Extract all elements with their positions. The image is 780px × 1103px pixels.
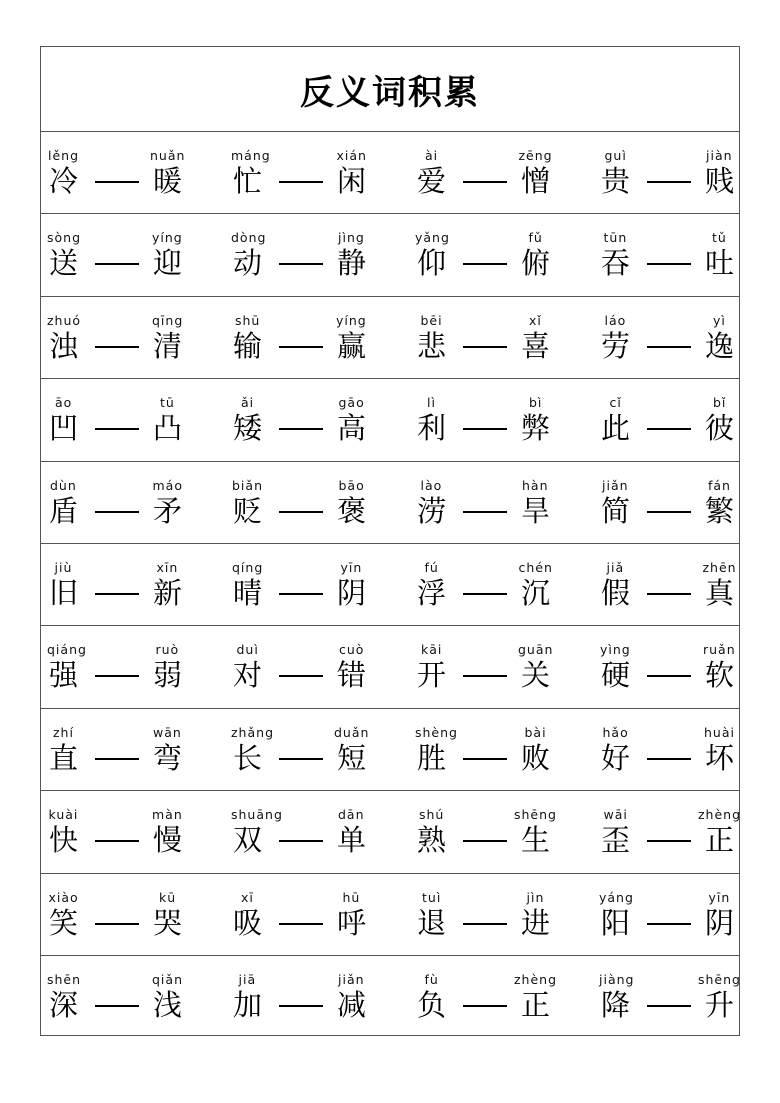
pinyin-left: zhuó [47,312,82,328]
dash-separator [647,511,691,513]
hanzi-right: 短 [337,740,367,775]
pinyin-right: jiǎn [338,971,365,987]
hanzi-left: 好 [601,740,631,775]
pinyin-right: zhèng [698,807,742,823]
pinyin-left: cǐ [609,395,622,411]
hanzi-left: 输 [233,328,263,363]
hanzi-left: 退 [417,905,447,940]
antonym-pair [599,379,780,460]
pinyin-right: qiǎn [152,971,183,987]
dash-separator [95,758,139,760]
pinyin-right: jìn [526,889,545,905]
antonym-pair [415,626,603,707]
pinyin-left: shuāng [231,807,283,823]
pinyin-left: āo [55,395,73,411]
hanzi-right: 闲 [337,164,367,198]
hanzi-right: 阴 [705,905,735,940]
pinyin-right: yíng [152,230,183,246]
pinyin-left: tuì [422,889,442,905]
hanzi-right: 坏 [705,740,735,775]
dash-separator [463,511,507,513]
pinyin-left: máng [231,148,271,163]
hanzi-right: 旱 [521,493,551,528]
dash-separator [647,263,691,265]
hanzi-left: 凹 [49,411,79,446]
hanzi-right: 弯 [153,740,183,775]
dash-separator [647,1005,691,1007]
antonym-row [41,874,739,956]
pinyin-right: máo [152,477,183,493]
hanzi-left: 晴 [233,575,263,610]
hanzi-right: 赢 [337,328,367,363]
pinyin-left: jiàng [599,971,635,987]
pinyin-right: yì [713,312,726,328]
hanzi-left: 加 [233,987,263,1022]
hanzi-left: 假 [601,575,631,610]
hanzi-right: 呼 [337,905,367,940]
antonym-pair [415,709,603,790]
dash-separator [279,675,323,677]
hanzi-right: 俯 [521,246,551,281]
antonym-row [41,297,739,379]
pinyin-left: ài [425,148,439,163]
hanzi-left: 对 [233,658,263,693]
pinyin-right: duǎn [334,724,370,740]
dash-separator [647,840,691,842]
pinyin-left: shèng [415,724,458,740]
antonym-row [41,709,739,791]
hanzi-left: 长 [233,740,263,775]
pinyin-right: yíng [336,312,367,328]
antonym-pair [47,214,235,295]
hanzi-left: 歪 [601,823,631,858]
hanzi-left: 负 [417,987,447,1022]
antonym-pair [47,626,235,707]
antonym-pair [599,132,780,213]
hanzi-left: 胜 [417,740,447,775]
dash-separator [279,511,323,513]
dash-separator [463,1005,507,1007]
hanzi-left: 此 [601,411,631,446]
antonym-row [41,791,742,873]
pinyin-right: wān [153,724,182,740]
hanzi-left: 冷 [49,164,79,198]
antonym-pair [231,544,419,625]
antonym-row [41,379,739,461]
hanzi-right: 高 [337,411,367,446]
antonym-row [41,956,739,1038]
hanzi-left: 深 [49,987,79,1022]
pinyin-left: xiào [48,889,79,905]
antonym-pair [47,379,235,460]
hanzi-left: 涝 [417,493,447,528]
hanzi-right: 哭 [153,905,183,940]
pinyin-left: dùn [50,477,77,493]
pinyin-left: tūn [603,230,628,246]
hanzi-right: 错 [337,658,367,693]
antonym-pair [231,956,419,1038]
dash-separator [279,263,323,265]
hanzi-right: 迎 [153,246,183,281]
hanzi-right: 软 [705,658,735,693]
hanzi-left: 浊 [49,328,79,363]
pinyin-left: bēi [420,312,443,328]
dash-separator [647,758,691,760]
pinyin-right: gāo [338,395,365,411]
hanzi-left: 双 [233,823,263,858]
dash-separator [95,511,139,513]
pinyin-left: kāi [421,642,443,658]
antonym-pair [47,462,235,543]
antonym-pair [231,874,419,955]
hanzi-left: 吸 [233,905,263,940]
pinyin-right: yīn [708,889,731,905]
pinyin-right: guān [518,642,554,658]
pinyin-right: dān [338,807,365,823]
antonym-pair [47,791,235,872]
dash-separator [279,923,323,925]
hanzi-left: 降 [601,987,631,1022]
pinyin-left: jiǎn [602,477,629,493]
hanzi-left: 阳 [601,905,631,940]
dash-separator [463,263,507,265]
pinyin-left: qiáng [47,642,87,658]
hanzi-left: 硬 [601,658,631,693]
hanzi-right: 贱 [705,164,735,198]
pinyin-right: tǔ [712,230,727,246]
antonym-pair [47,132,235,213]
hanzi-left: 快 [49,823,79,858]
antonym-pair [415,462,603,543]
pinyin-right: xīn [156,559,179,575]
hanzi-right: 减 [337,987,367,1022]
antonym-pair [415,379,603,460]
pinyin-right: shēng [698,971,741,987]
pinyin-left: zhǎng [231,724,275,740]
antonym-row [41,462,739,544]
antonym-pair [599,709,780,790]
antonym-pair [599,544,780,625]
pinyin-left: guì [604,148,627,163]
hanzi-right: 正 [521,987,551,1022]
antonym-pair [599,791,780,872]
dash-separator [95,428,139,430]
hanzi-right: 败 [521,740,551,775]
dash-separator [463,593,507,595]
hanzi-right: 单 [337,823,367,858]
antonym-pair [231,214,419,295]
dash-separator [463,675,507,677]
hanzi-left: 旧 [49,575,79,610]
dash-separator [647,181,691,183]
hanzi-right: 新 [153,575,183,610]
hanzi-right: 静 [337,246,367,281]
pinyin-right: màn [152,807,183,823]
pinyin-right: ruò [155,642,180,658]
dash-separator [647,675,691,677]
hanzi-right: 阴 [337,575,367,610]
pinyin-left: ǎi [241,395,255,411]
pinyin-right: kū [159,889,177,905]
pinyin-left: qíng [232,559,264,575]
pinyin-left: yǎng [415,230,450,246]
dash-separator [647,346,691,348]
antonym-pair [47,874,235,955]
antonym-pair [231,709,419,790]
pinyin-right: hū [342,889,361,905]
hanzi-right: 褒 [337,493,367,528]
antonym-row [41,214,739,296]
hanzi-right: 真 [705,575,735,610]
antonym-row [41,626,739,708]
hanzi-left: 贬 [233,493,263,528]
pinyin-left: hǎo [602,724,629,740]
antonym-worksheet [40,46,740,1036]
hanzi-left: 笑 [49,905,79,940]
pinyin-left: lì [427,395,436,411]
hanzi-left: 简 [601,493,631,528]
antonym-pair [47,956,235,1038]
pinyin-right: fán [708,477,731,493]
dash-separator [279,428,323,430]
hanzi-left: 悲 [417,328,447,363]
antonym-pair [231,626,419,707]
dash-separator [279,346,323,348]
hanzi-right: 繁 [705,493,735,528]
pinyin-right: yīn [340,559,363,575]
antonym-pair [231,132,419,213]
dash-separator [95,1005,139,1007]
dash-separator [279,840,323,842]
pinyin-right: hàn [522,477,549,493]
hanzi-left: 劳 [601,328,631,363]
dash-separator [95,593,139,595]
dash-separator [95,346,139,348]
dash-separator [279,181,323,183]
dash-separator [95,923,139,925]
pinyin-right: bāo [338,477,365,493]
dash-separator [647,428,691,430]
pinyin-left: duì [236,642,259,658]
dash-separator [95,181,139,183]
antonym-pair [599,956,780,1038]
pinyin-right: bì [529,395,543,411]
dash-separator [463,428,507,430]
hanzi-left: 浮 [417,575,447,610]
pinyin-left: lào [420,477,443,493]
antonym-pair [231,791,419,872]
pinyin-left: jiù [54,559,73,575]
hanzi-left: 送 [49,246,79,281]
antonym-pair [415,297,603,378]
pinyin-left: jiā [238,971,257,987]
hanzi-right: 慢 [153,823,183,858]
hanzi-right: 浅 [153,987,183,1022]
hanzi-left: 吞 [601,246,631,281]
antonym-row [41,132,739,214]
antonym-pair [415,544,603,625]
hanzi-left: 熟 [417,823,447,858]
pinyin-right: huài [704,724,735,740]
hanzi-right: 清 [153,328,183,363]
pinyin-right: cuò [339,642,365,658]
dash-separator [463,840,507,842]
pinyin-left: biǎn [232,477,263,493]
hanzi-right: 弊 [521,411,551,446]
pinyin-left: shū [235,312,261,328]
antonym-pair [599,626,780,707]
pinyin-left: yìng [600,642,631,658]
pinyin-right: jiàn [706,148,733,163]
pinyin-right: zhèng [514,971,558,987]
hanzi-left: 强 [49,658,79,693]
antonym-pair [415,791,603,872]
pinyin-right: xián [336,148,367,163]
pinyin-right: shēng [514,807,557,823]
pinyin-right: bǐ [713,395,727,411]
pinyin-left: sòng [47,230,82,246]
antonym-pair [415,214,603,295]
dash-separator [463,923,507,925]
hanzi-left: 动 [233,246,263,281]
hanzi-right: 沉 [521,575,551,610]
dash-separator [95,840,139,842]
pinyin-left: yáng [599,889,634,905]
antonym-pair [599,297,780,378]
dash-separator [463,181,507,183]
antonym-pair [415,874,603,955]
pinyin-left: dòng [231,230,267,246]
pinyin-left: fú [424,559,439,575]
dash-separator [279,758,323,760]
antonym-pair [231,379,419,460]
pinyin-left: shú [419,807,445,823]
pinyin-left: jiǎ [606,559,625,575]
hanzi-left: 贵 [601,164,631,198]
hanzi-right: 进 [521,905,551,940]
hanzi-right: 逸 [705,328,735,363]
hanzi-left: 开 [417,658,447,693]
pinyin-left: zhí [53,724,74,740]
antonym-pair [47,709,235,790]
pinyin-right: bài [524,724,547,740]
hanzi-right: 关 [521,658,551,693]
hanzi-left: 直 [49,740,79,775]
hanzi-left: 仰 [417,246,447,281]
antonym-row [41,544,739,626]
antonym-pair [231,297,419,378]
hanzi-left: 爱 [417,164,447,198]
dash-separator [95,675,139,677]
antonym-pair [47,297,235,378]
hanzi-left: 矮 [233,411,263,446]
hanzi-right: 凸 [153,411,183,446]
page-title: 反义词积累 [300,72,480,113]
dash-separator [463,758,507,760]
pinyin-left: xī [241,889,254,905]
antonym-pair [599,874,780,955]
pinyin-left: láo [604,312,627,328]
antonym-pair [415,956,603,1038]
hanzi-right: 正 [705,823,735,858]
hanzi-right: 矛 [153,493,183,528]
pinyin-left: lěng [48,148,80,163]
hanzi-right: 吐 [705,246,735,281]
dash-separator [647,593,691,595]
pinyin-left: wāi [603,807,628,823]
pinyin-right: qīng [152,312,184,328]
hanzi-left: 盾 [49,493,79,528]
hanzi-right: 弱 [153,658,183,693]
dash-separator [279,1005,323,1007]
hanzi-right: 彼 [705,411,735,446]
antonym-pair [415,132,603,213]
pinyin-right: jìng [338,230,365,246]
pinyin-right: xǐ [529,312,542,328]
dash-separator [463,346,507,348]
pinyin-left: kuài [48,807,79,823]
title-row [41,47,739,132]
hanzi-right: 暖 [153,164,183,198]
dash-separator [647,923,691,925]
pinyin-right: zēng [518,148,553,163]
antonym-pair [599,214,780,295]
pinyin-right: chén [518,559,553,575]
hanzi-left: 忙 [233,164,263,198]
pinyin-left: fù [424,971,439,987]
hanzi-right: 升 [705,987,735,1022]
pinyin-left: shēn [47,971,82,987]
dash-separator [279,593,323,595]
antonym-pair [231,462,419,543]
pinyin-right: fǔ [528,230,543,246]
pinyin-right: zhēn [702,559,737,575]
hanzi-left: 利 [417,411,447,446]
hanzi-right: 喜 [521,328,551,363]
antonym-pair [599,462,780,543]
hanzi-right: 憎 [521,164,551,198]
pinyin-right: nuǎn [150,148,186,163]
antonym-pair [47,544,235,625]
pinyin-right: tū [160,395,175,411]
hanzi-right: 生 [521,823,551,858]
dash-separator [95,263,139,265]
pinyin-right: ruǎn [703,642,736,658]
antonym-table [41,132,742,1038]
